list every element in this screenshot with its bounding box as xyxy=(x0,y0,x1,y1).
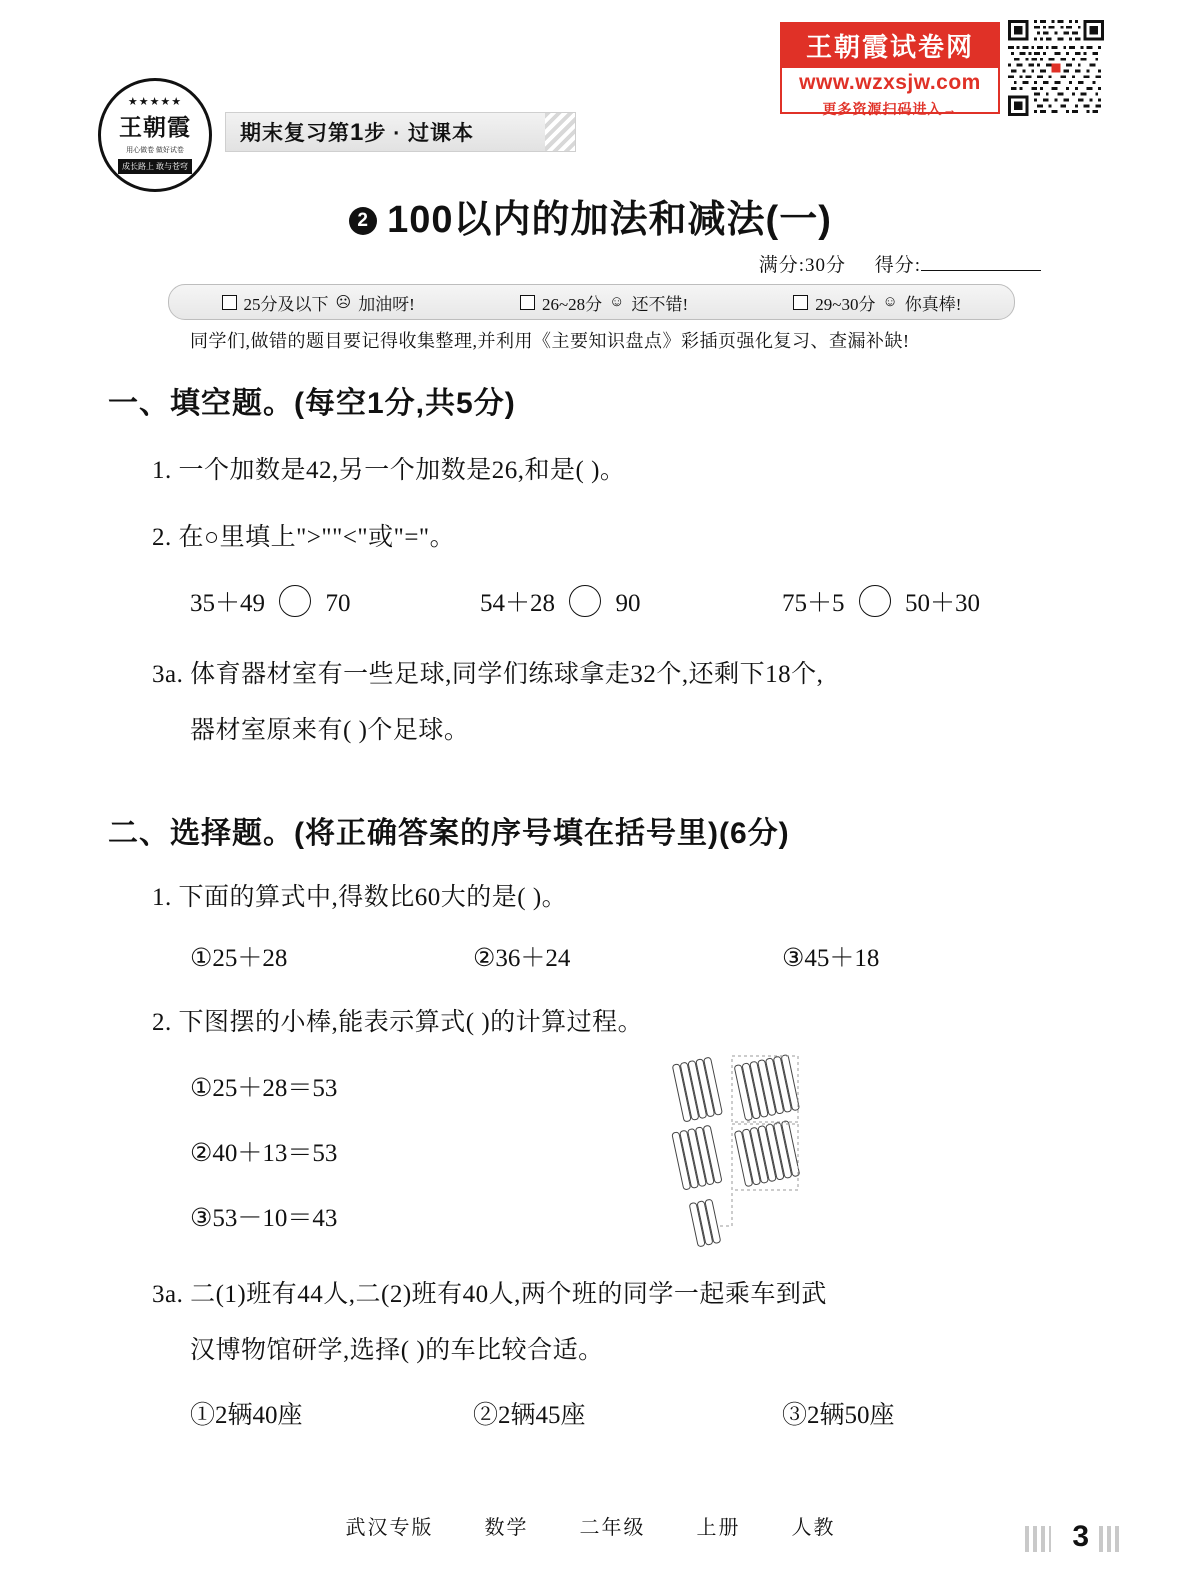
ribbon-tail-decoration xyxy=(545,112,576,152)
page-decoration-left xyxy=(1025,1526,1051,1552)
s2-q2-option-2[interactable]: ②40＋13＝53 xyxy=(190,1140,338,1167)
page-number: 3 xyxy=(1072,1520,1089,1553)
s2-q2-label: 2. xyxy=(152,1009,172,1036)
s2-q1-option-2[interactable]: ②36＋24 xyxy=(473,945,571,972)
s1-q3-text-a: 体育器材室有一些足球,同学们练球拿走32个,还剩下18个, xyxy=(190,661,824,688)
eval-option-2[interactable] xyxy=(520,290,688,315)
page-decoration-right xyxy=(1099,1526,1121,1552)
eval-option-3[interactable] xyxy=(793,290,961,315)
s2-question-2 xyxy=(152,1000,643,1046)
s1-compare-2 xyxy=(480,583,641,619)
s1-q2-label: 2. xyxy=(152,524,172,551)
section-heading-2: 二、选择题。(将正确答案的序号填在括号里)(6分) xyxy=(108,817,790,850)
website-logo xyxy=(780,22,1000,117)
checkbox-icon[interactable] xyxy=(222,295,237,310)
site-url: www.wzxsjw.com xyxy=(799,71,981,94)
ribbon-text xyxy=(226,117,474,147)
s1-q1-text: 一个加数是42,另一个加数是26,和是( )。 xyxy=(178,457,626,484)
compare-right-1: 70 xyxy=(325,590,351,617)
s2-q3-option-2[interactable]: ②2辆45座 xyxy=(473,1402,586,1429)
sad-face-icon: ☹ xyxy=(335,294,352,311)
eval-comment-3: 你真棒! xyxy=(904,294,962,314)
s2-q1-label: 1. xyxy=(152,884,172,911)
footer-item-subject: 数学 xyxy=(484,1517,529,1539)
tip-text: 同学们,做错的题目要记得收集整理,并利用《主要知识盘点》彩插页强化复习、查漏补缺! xyxy=(190,331,910,351)
s2-q3-label: 3a. xyxy=(152,1281,184,1308)
score-blank[interactable] xyxy=(921,252,1041,271)
s2-q1-option-1[interactable]: ①25＋28 xyxy=(190,945,288,972)
site-cta: 更多资源扫码进入→ xyxy=(822,101,958,117)
page-title xyxy=(0,188,1181,243)
s2-q2-option-3[interactable]: ③53－10＝43 xyxy=(190,1205,338,1232)
full-score-label: 满分:30分 xyxy=(758,255,846,276)
got-score-label: 得分: xyxy=(874,255,921,276)
s2-q1-text: 下面的算式中,得数比60大的是( )。 xyxy=(178,884,568,911)
eval-range-3: 29~30分 xyxy=(815,294,876,314)
s2-question-1 xyxy=(152,875,567,921)
happy-face-icon: ☺ xyxy=(882,293,898,310)
chapter-number: 2 xyxy=(349,207,377,235)
s2-question-3-line1 xyxy=(152,1272,827,1318)
eval-comment-1: 加油呀! xyxy=(358,294,415,314)
s1-compare-3 xyxy=(782,583,980,619)
brand-badge xyxy=(98,78,212,192)
s2-question-3-line2 xyxy=(190,1328,604,1374)
compare-circle-blank[interactable] xyxy=(279,585,311,617)
s1-question-2 xyxy=(152,515,455,561)
ribbon-suffix: 步 · 过课本 xyxy=(364,122,475,145)
section-ribbon xyxy=(225,112,572,152)
compare-left-2: 54＋28 xyxy=(480,590,556,617)
eval-option-1[interactable] xyxy=(222,290,415,315)
s2-q3-text-b: 汉博物馆研学,选择( )的车比较合适。 xyxy=(190,1337,604,1364)
checkbox-icon[interactable] xyxy=(520,295,535,310)
compare-circle-blank[interactable] xyxy=(569,585,601,617)
s1-question-1 xyxy=(152,448,625,494)
compare-left-1: 35＋49 xyxy=(190,590,266,617)
s1-q3-label: 3a. xyxy=(152,661,184,688)
s2-q3-option-1[interactable]: ①2辆40座 xyxy=(190,1402,303,1429)
compare-circle-blank[interactable] xyxy=(859,585,891,617)
footer-item-edition: 武汉专版 xyxy=(345,1517,434,1539)
badge-bar: 成长路上 敢与苍穹 xyxy=(118,159,192,174)
score-line xyxy=(759,250,1041,277)
ribbon-prefix: 期末复习第 xyxy=(240,122,350,145)
site-name: 王朝霞试卷网 xyxy=(782,24,998,68)
s1-compare-1 xyxy=(190,583,351,619)
footer-item-publisher: 人教 xyxy=(791,1517,836,1539)
s1-q3-text-b: 器材室原来有( )个足球。 xyxy=(190,717,470,744)
s1-question-3-line1 xyxy=(152,652,823,698)
s2-q3-option-3[interactable]: ③2辆50座 xyxy=(782,1402,895,1429)
footer-item-volume: 上册 xyxy=(696,1517,741,1539)
s1-q2-text: 在○里填上">""<"或"="。 xyxy=(178,524,456,551)
eval-range-2: 26~28分 xyxy=(541,294,603,314)
self-evaluation-bar xyxy=(168,284,1015,320)
s1-q1-label: 1. xyxy=(152,457,172,484)
s2-q2-option-1[interactable]: ①25＋28＝53 xyxy=(190,1075,338,1102)
s2-q3-text-a: 二(1)班有44人,二(2)班有40人,两个班的同学一起乘车到武 xyxy=(190,1281,827,1308)
smile-face-icon: ☺ xyxy=(609,293,625,310)
chapter-title-text: 100以内的加法和减法(一) xyxy=(387,199,832,241)
counting-sticks-illustration xyxy=(660,1050,840,1260)
badge-stars: ★★★★★ xyxy=(127,95,183,108)
s2-q1-option-3[interactable]: ③45＋18 xyxy=(782,945,880,972)
footer xyxy=(0,1511,1181,1540)
qr-code-icon xyxy=(1008,20,1104,116)
s1-question-3-line2 xyxy=(190,708,469,754)
eval-range-1: 25分及以下 xyxy=(243,294,329,314)
compare-left-3: 75＋5 xyxy=(782,590,845,617)
compare-right-2: 90 xyxy=(615,590,641,617)
ribbon-step-number: 1 xyxy=(350,119,365,146)
footer-item-grade: 二年级 xyxy=(579,1517,646,1539)
s2-q2-text: 下图摆的小棒,能表示算式( )的计算过程。 xyxy=(178,1009,644,1036)
compare-right-3: 50＋30 xyxy=(905,590,981,617)
checkbox-icon[interactable] xyxy=(793,295,808,310)
eval-comment-2: 还不错! xyxy=(631,294,689,314)
section-heading-1: 一、填空题。(每空1分,共5分) xyxy=(108,387,516,420)
badge-name: 王朝霞 xyxy=(119,114,191,140)
badge-sub: 用心做卷 做好试卷 xyxy=(126,145,184,154)
